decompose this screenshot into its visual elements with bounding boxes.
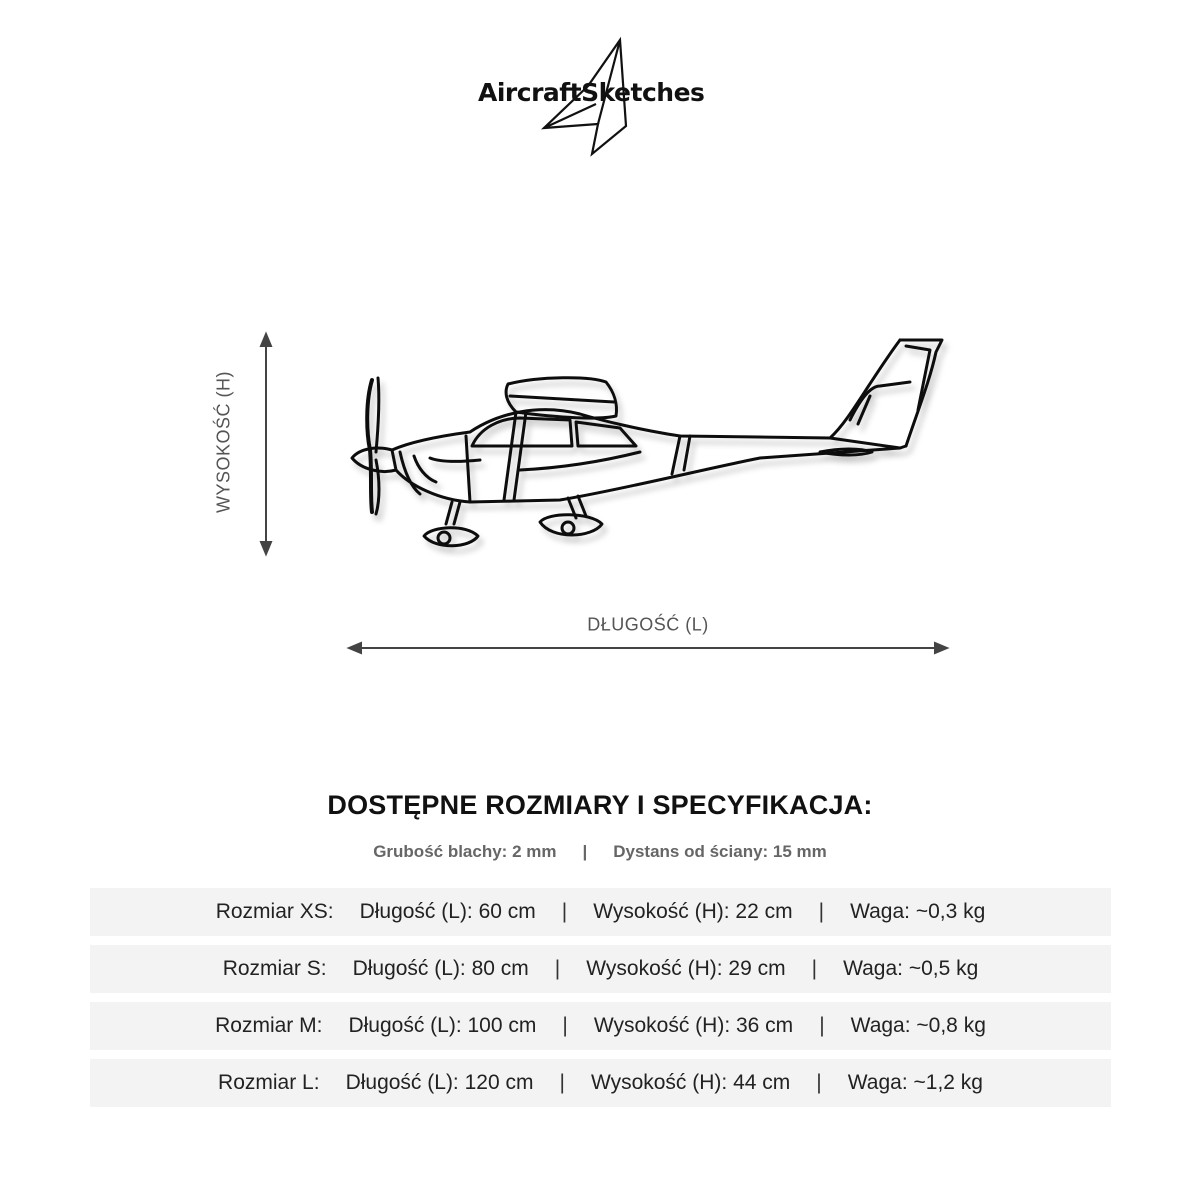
size-name: Rozmiar S: (222, 957, 327, 980)
row-separator: | (562, 1014, 568, 1037)
specs-subtitle (0, 842, 1200, 862)
length-label: DŁUGOŚĆ (L) (587, 614, 709, 635)
size-name: Rozmiar M: (215, 1014, 323, 1037)
size-row-s (90, 945, 1111, 993)
subtitle-separator: | (582, 842, 588, 861)
row-separator: | (554, 957, 561, 980)
size-height: Wysokość (H): 36 cm (593, 1014, 794, 1037)
size-length: Długość (L): 100 cm (348, 1014, 537, 1037)
row-separator: | (559, 1071, 565, 1094)
size-name: Rozmiar L: (218, 1071, 320, 1094)
size-name: Rozmiar XS: (215, 900, 334, 923)
size-weight: Waga: ~1,2 kg (847, 1071, 983, 1094)
row-separator: | (811, 957, 818, 980)
size-row-l (90, 1059, 1111, 1107)
size-row-m (90, 1002, 1111, 1050)
size-height: Wysokość (H): 22 cm (593, 900, 793, 923)
size-table (90, 888, 1111, 1116)
height-label: WYSOKOŚĆ (H) (213, 370, 234, 514)
size-row-xs (90, 888, 1111, 936)
size-height: Wysokość (H): 44 cm (590, 1071, 791, 1094)
size-weight: Waga: ~0,8 kg (850, 1014, 986, 1037)
size-length: Długość (L): 120 cm (345, 1071, 534, 1094)
row-separator: | (819, 1014, 825, 1037)
specs-title: DOSTĘPNE ROZMIARY I SPECYFIKACJA: (327, 790, 873, 820)
size-weight: Waga: ~0,3 kg (850, 900, 986, 923)
row-separator: | (818, 900, 825, 923)
sheet-thickness-text: Grubość blachy: 2 mm (373, 842, 557, 861)
size-height: Wysokość (H): 29 cm (586, 957, 786, 980)
brand-name: AircraftSketches (478, 78, 705, 107)
row-separator: | (816, 1071, 822, 1094)
row-separator: | (561, 900, 568, 923)
size-length: Długość (L): 60 cm (359, 900, 536, 923)
size-length: Długość (L): 80 cm (352, 957, 529, 980)
size-weight: Waga: ~0,5 kg (843, 957, 979, 980)
wall-distance-text: Dystans od ściany: 15 mm (613, 842, 827, 861)
